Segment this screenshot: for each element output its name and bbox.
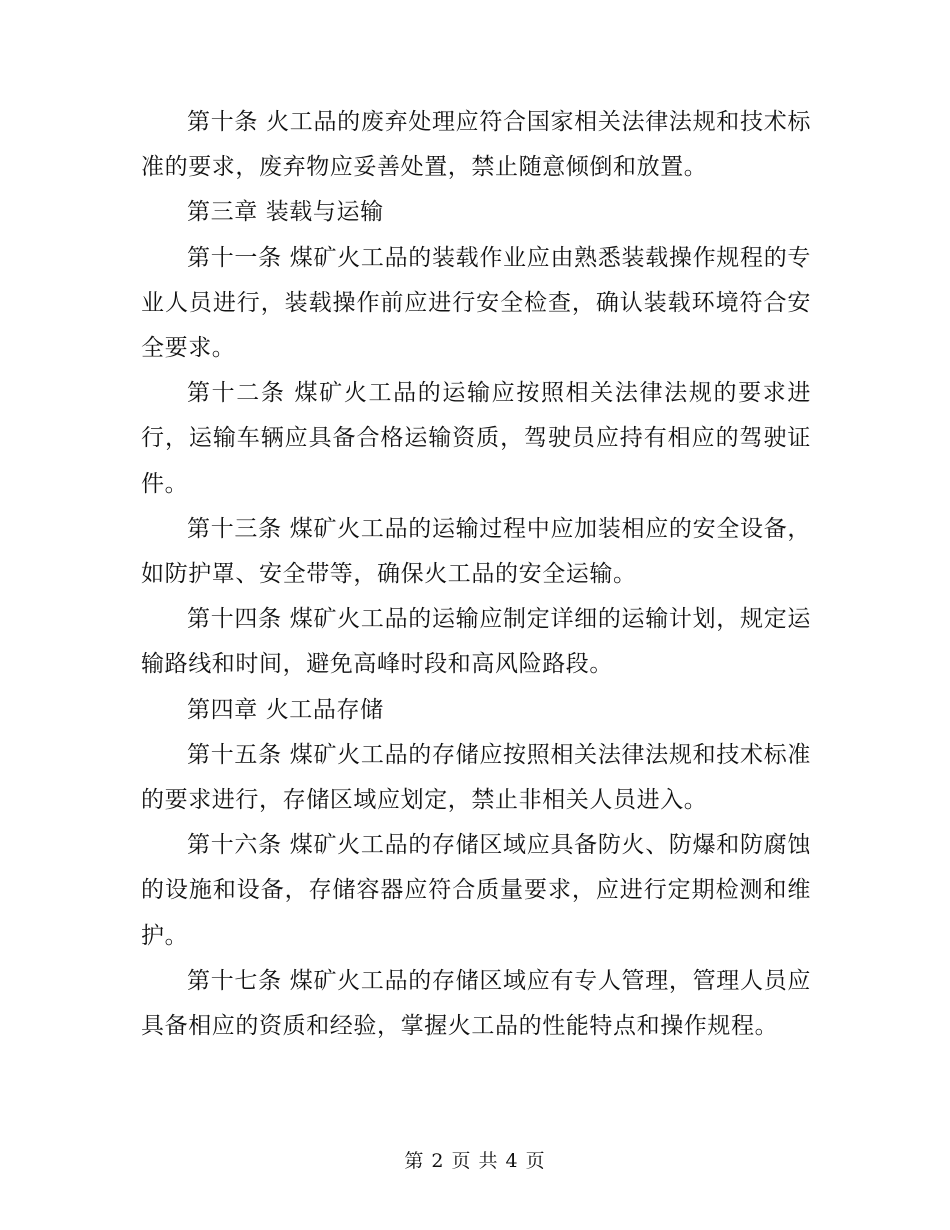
article-12: 第十二条 煤矿火工品的运输应按照相关法律法规的要求进行，运输车辆应具备合格运输资质，驾驶员应持有相应的驾驶证件。 — [141, 380, 811, 497]
article-17: 第十七条 煤矿火工品的存储区域应有专人管理，管理人员应具备相应的资质和经验，掌握火工品的性能特点和操作规程。 — [141, 967, 811, 1040]
article-16: 第十六条 煤矿火工品的存储区域应具备防火、防爆和防腐蚀的设施和设备，存储容器应符合质量要求，应进行定期检测和维护。 — [141, 832, 811, 949]
chapter-3-heading: 第三章 装载与运输 — [187, 199, 384, 226]
article-14: 第十四条 煤矿火工品的运输应制定详细的运输计划，规定运输路线和时间，避免高峰时段和高风险路段。 — [141, 606, 811, 678]
page-number-footer: 第 2 页 共 4 页 — [404, 1150, 546, 1172]
document-body — [141, 100, 811, 1049]
article-10: 第十条 火工品的废弃处理应符合国家相关法律法规和技术标准的要求，废弃物应妥善处置，禁止随意倾倒和放置。 — [141, 109, 811, 181]
article-15: 第十五条 煤矿火工品的存储应按照相关法律法规和技术标准的要求进行，存储区域应划定，禁止非相关人员进入。 — [141, 741, 811, 814]
chapter-4-heading: 第四章 火工品存储 — [187, 696, 384, 723]
article-13: 第十三条 煤矿火工品的运输过程中应加装相应的安全设备，如防护罩、安全带等，确保火工品的安全运输。 — [141, 515, 811, 588]
article-11: 第十一条 煤矿火工品的装载作业应由熟悉装载操作规程的专业人员进行，装载操作前应进行安全检查，确认装载环境符合安全要求。 — [141, 244, 811, 362]
